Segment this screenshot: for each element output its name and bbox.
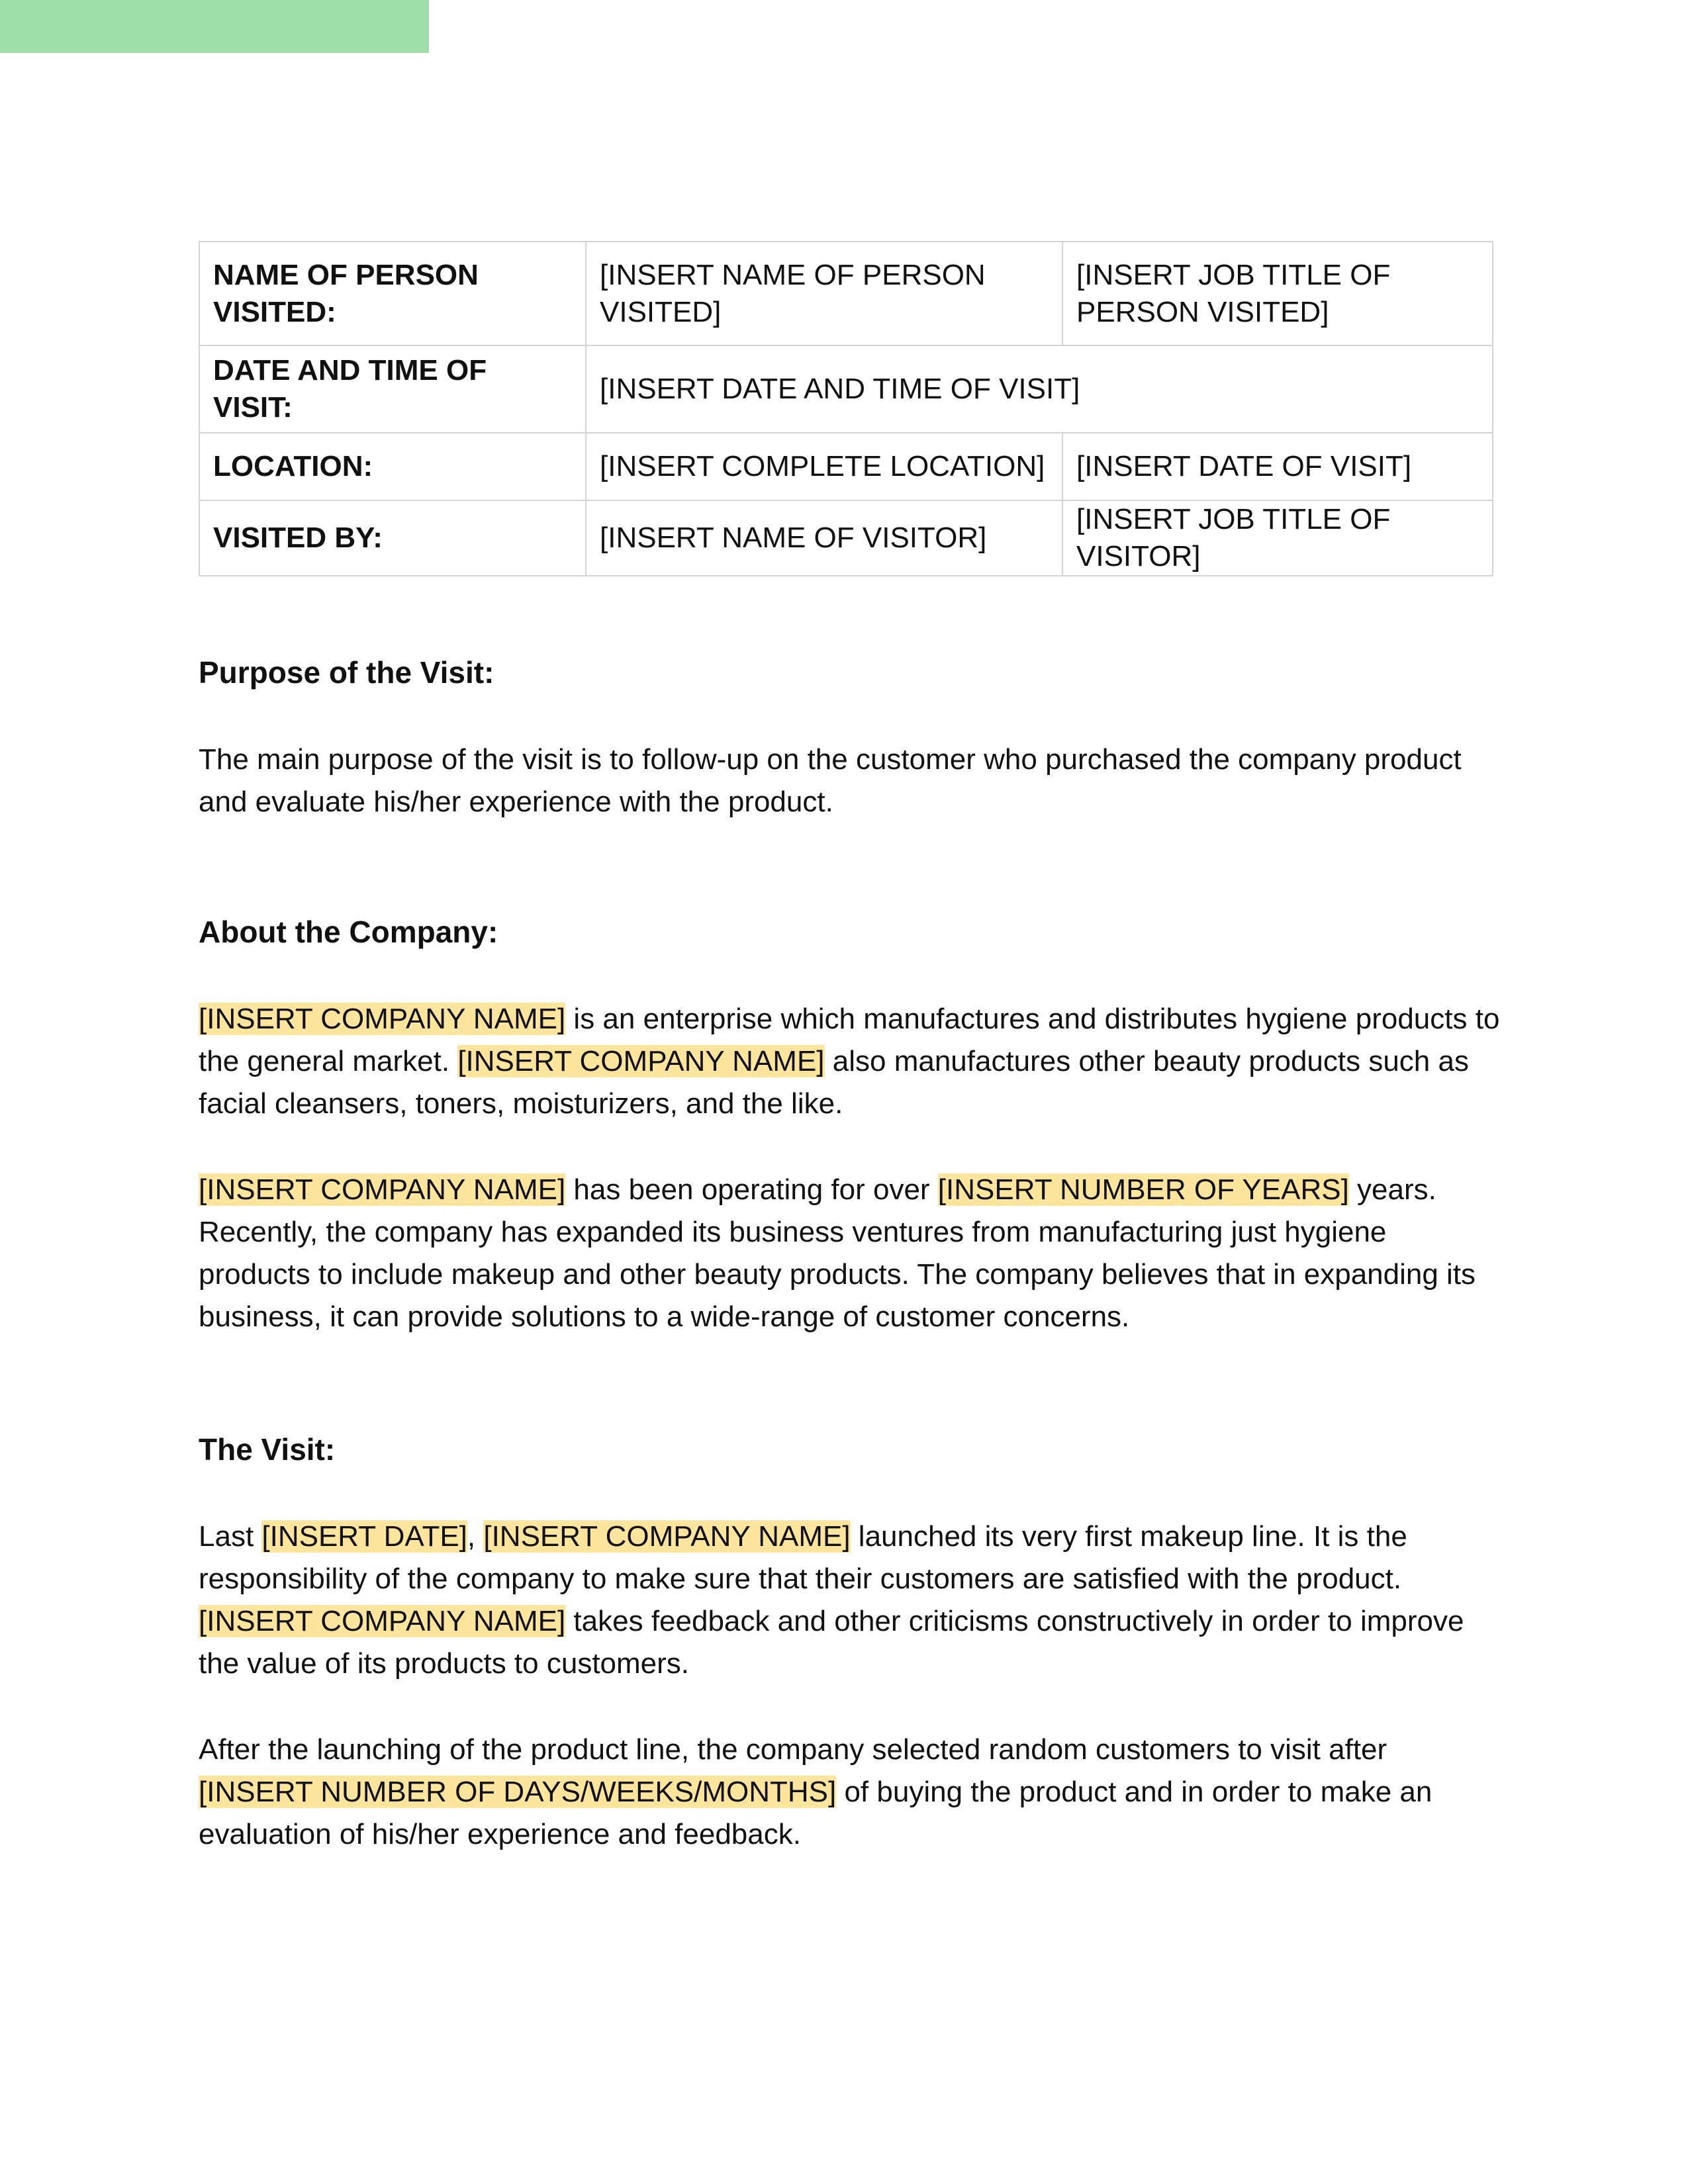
about-paragraph-1 xyxy=(199,998,1503,1125)
about-heading: About the Company: xyxy=(199,915,498,949)
paragraph-text: of buying the product and in order to make an evaluation of his/her experience and feedback. xyxy=(199,1776,1432,1850)
table-value-person-name: [INSERT NAME OF PERSON VISITED] xyxy=(586,242,1062,345)
table-row-date-time xyxy=(199,345,1493,433)
table-value-visitor-name: [INSERT NAME OF VISITOR] xyxy=(586,500,1062,576)
placeholder-highlight: [INSERT DATE] xyxy=(261,1520,467,1553)
paragraph-text: , xyxy=(467,1520,484,1553)
table-row-visited-by xyxy=(199,500,1493,576)
table-value-date-time: [INSERT DATE AND TIME OF VISIT] xyxy=(586,345,1493,433)
paragraph-text: Last xyxy=(199,1520,262,1553)
table-row-location xyxy=(199,433,1493,500)
paragraph-text: also manufactures other beauty products such as facial cleansers, toners, moisturizers, and the like. xyxy=(199,1045,1469,1120)
visit-info-table xyxy=(199,241,1493,576)
table-value-date-of-visit: [INSERT DATE OF VISIT] xyxy=(1062,433,1493,500)
placeholder-highlight: [INSERT COMPANY NAME] xyxy=(457,1045,825,1077)
table-label-person-visited: NAME OF PERSON VISITED: xyxy=(199,242,586,345)
placeholder-highlight: [INSERT NUMBER OF YEARS] xyxy=(937,1173,1349,1206)
table-value-visitor-job-title: [INSERT JOB TITLE OF VISITOR] xyxy=(1062,500,1493,576)
placeholder-highlight: [INSERT NUMBER OF DAYS/WEEKS/MONTHS] xyxy=(199,1776,837,1808)
visit-paragraph-1 xyxy=(199,1516,1503,1685)
placeholder-highlight: [INSERT COMPANY NAME] xyxy=(199,1003,566,1035)
paragraph-text: has been operating for over xyxy=(565,1173,938,1206)
table-value-person-job-title: [INSERT JOB TITLE OF PERSON VISITED] xyxy=(1062,242,1493,345)
corner-accent-tab xyxy=(0,0,429,53)
placeholder-highlight: [INSERT COMPANY NAME] xyxy=(483,1520,851,1553)
paragraph-text: years. Recently, the company has expanded its business ventures from manufacturing just hygiene products to include makeup and other beauty products. The company believes that in expanding its business, it can provide solutions to a wide-range of customer concerns. xyxy=(199,1173,1476,1333)
placeholder-highlight: [INSERT COMPANY NAME] xyxy=(199,1173,566,1206)
about-paragraph-2 xyxy=(199,1169,1503,1338)
paragraph-text: takes feedback and other criticisms constructively in order to improve the value of its products to customers. xyxy=(199,1605,1464,1680)
paragraph-text: is an enterprise which manufactures and distributes hygiene products to the general market. xyxy=(199,1003,1500,1077)
table-label-visited-by: VISITED BY: xyxy=(199,500,586,576)
table-value-location: [INSERT COMPLETE LOCATION] xyxy=(586,433,1062,500)
placeholder-highlight: [INSERT COMPANY NAME] xyxy=(199,1605,566,1637)
table-row-person-visited xyxy=(199,242,1493,345)
paragraph-text: launched its very first makeup line. It is the responsibility of the company to make sure that their customers are satisfied with the product. xyxy=(199,1520,1407,1595)
purpose-paragraph: The main purpose of the visit is to follow-up on the customer who purchased the company product and evaluate his/her experience with the product. xyxy=(199,743,1462,818)
visit-paragraph-2 xyxy=(199,1729,1503,1856)
table-label-date-time: DATE AND TIME OF VISIT: xyxy=(199,345,586,433)
visit-heading: The Visit: xyxy=(199,1432,336,1467)
table-label-location: LOCATION: xyxy=(199,433,586,500)
paragraph-text: After the launching of the product line, the company selected random customers to visit after xyxy=(199,1733,1387,1766)
purpose-heading: Purpose of the Visit: xyxy=(199,655,494,690)
